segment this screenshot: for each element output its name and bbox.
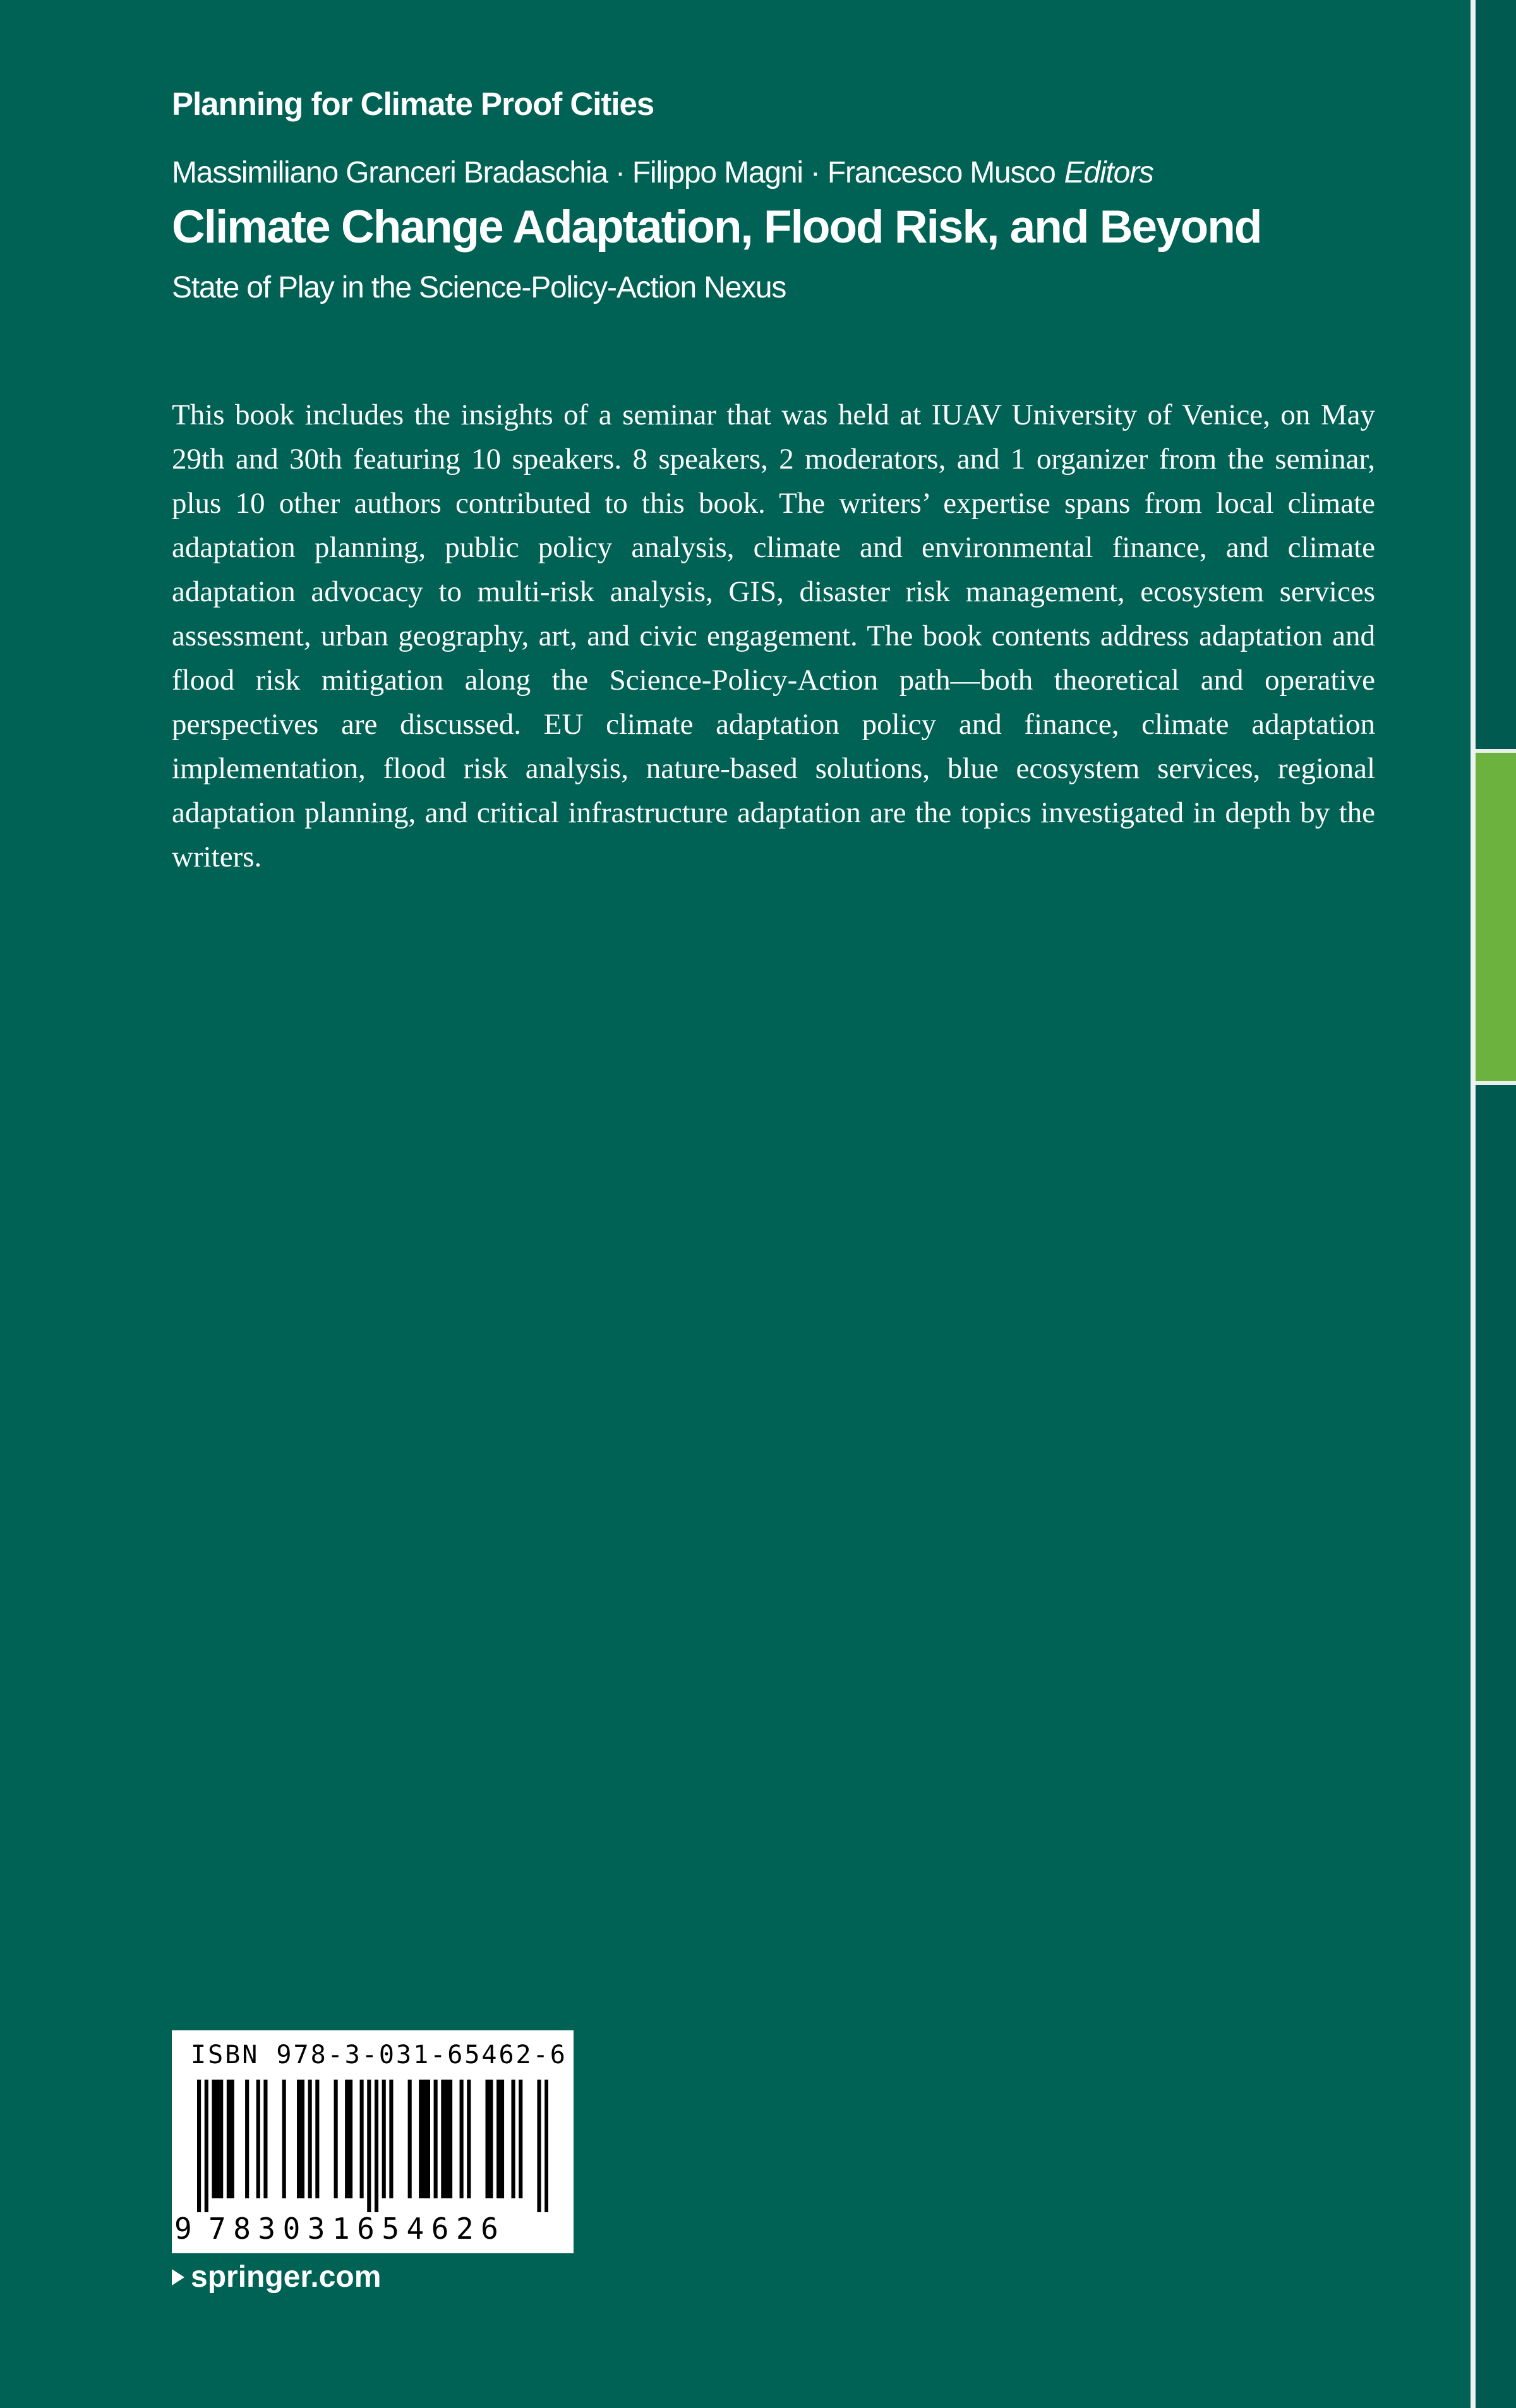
ean-first-digit: 9 — [174, 2212, 192, 2246]
triangle-arrow-icon — [172, 2269, 184, 2285]
barcode-bar — [205, 2080, 208, 2212]
barcode-bar — [375, 2080, 378, 2212]
barcode-bar — [360, 2080, 364, 2198]
barcode-bar — [334, 2080, 338, 2198]
isbn-barcode — [172, 2030, 574, 2253]
barcode-bar — [419, 2080, 423, 2198]
barcode-bar — [197, 2080, 201, 2212]
spine-stripe-line — [1476, 1081, 1516, 1085]
barcode-bar — [245, 2080, 249, 2198]
barcode-bar — [537, 2080, 541, 2212]
editor-names: Massimiliano Granceri Bradaschia · Filippo Magni · Francesco Musco — [172, 156, 1056, 189]
barcode-bar — [345, 2080, 349, 2198]
barcode-bar — [227, 2080, 231, 2198]
barcode-bars — [197, 2080, 548, 2212]
book-title: Climate Change Adaptation, Flood Risk, and Beyond — [172, 201, 1261, 253]
barcode-bar — [445, 2080, 448, 2198]
book-spine — [1476, 0, 1516, 2408]
barcode-bar — [460, 2080, 464, 2198]
barcode-bar — [349, 2080, 352, 2198]
barcode-bar — [486, 2080, 490, 2198]
barcode-bar — [215, 2080, 219, 2198]
barcode-bar — [315, 2080, 319, 2198]
barcode-bar — [423, 2080, 426, 2198]
barcode-bar — [367, 2080, 371, 2212]
publisher-link[interactable] — [172, 2260, 381, 2294]
barcode-bar — [282, 2080, 286, 2198]
series-title: Planning for Climate Proof Cities — [172, 86, 654, 122]
barcode-bar — [308, 2080, 312, 2198]
barcode-bar — [489, 2080, 493, 2198]
barcode-bar — [297, 2080, 301, 2198]
barcode-bar — [219, 2080, 223, 2198]
spine-divider — [1471, 0, 1476, 2408]
barcode-bar — [408, 2080, 412, 2198]
ean-remaining-digits: 783031654626 — [208, 2212, 506, 2246]
barcode-bar — [256, 2080, 260, 2198]
barcode-bar — [426, 2080, 430, 2198]
barcode-bar — [544, 2080, 548, 2212]
publisher-link-label: springer.com — [191, 2260, 382, 2294]
barcode-bar — [441, 2080, 445, 2198]
editors-role: Editors — [1064, 156, 1153, 189]
barcode-bar — [212, 2080, 215, 2198]
isbn-label: ISBN 978-3-031-65462-6 — [191, 2040, 567, 2070]
editors-line — [172, 155, 1153, 190]
barcode-bar — [511, 2080, 515, 2198]
barcode-bar — [467, 2080, 471, 2198]
barcode-bar — [231, 2080, 234, 2198]
barcode-bar — [500, 2080, 504, 2198]
barcode-bar — [382, 2080, 386, 2198]
barcode-bar — [496, 2080, 500, 2198]
barcode-bar — [448, 2080, 452, 2198]
barcode-bar — [301, 2080, 304, 2198]
barcode-bar — [263, 2080, 267, 2198]
book-subtitle: State of Play in the Science-Policy-Action Nexus — [172, 271, 786, 304]
barcode-bar — [434, 2080, 438, 2198]
spine-accent-band — [1476, 753, 1516, 1081]
barcode-bar — [519, 2080, 522, 2198]
barcode-bar — [389, 2080, 393, 2198]
book-description: This book includes the insights of a seminar that was held at IUAV University of Venice, on May 29th and 30th featuring 10 speakers. 8 speakers, 2 moderators, and 1 organizer from the seminar, plus 10 other authors contributed to this book. The writers’ expertise spans from local climate adaptation planning, public policy analysis, climate and environmental finance, and climate adaptation advocacy to multi-risk analysis, GIS, disaster risk management, ecosystem services assessment, urban geography, art, and civic engagement. The book contents address adaptation and flood risk mitigation along the Science-Policy-Action path—both theoretical and operative perspectives are discussed. EU climate adaptation policy and finance, climate adaptation implementation, flood risk analysis, nature-based solutions, blue ecosystem services, regional adaptation planning, and critical infrastructure adaptation are the topics investigated in depth by the writers. — [172, 398, 1375, 873]
